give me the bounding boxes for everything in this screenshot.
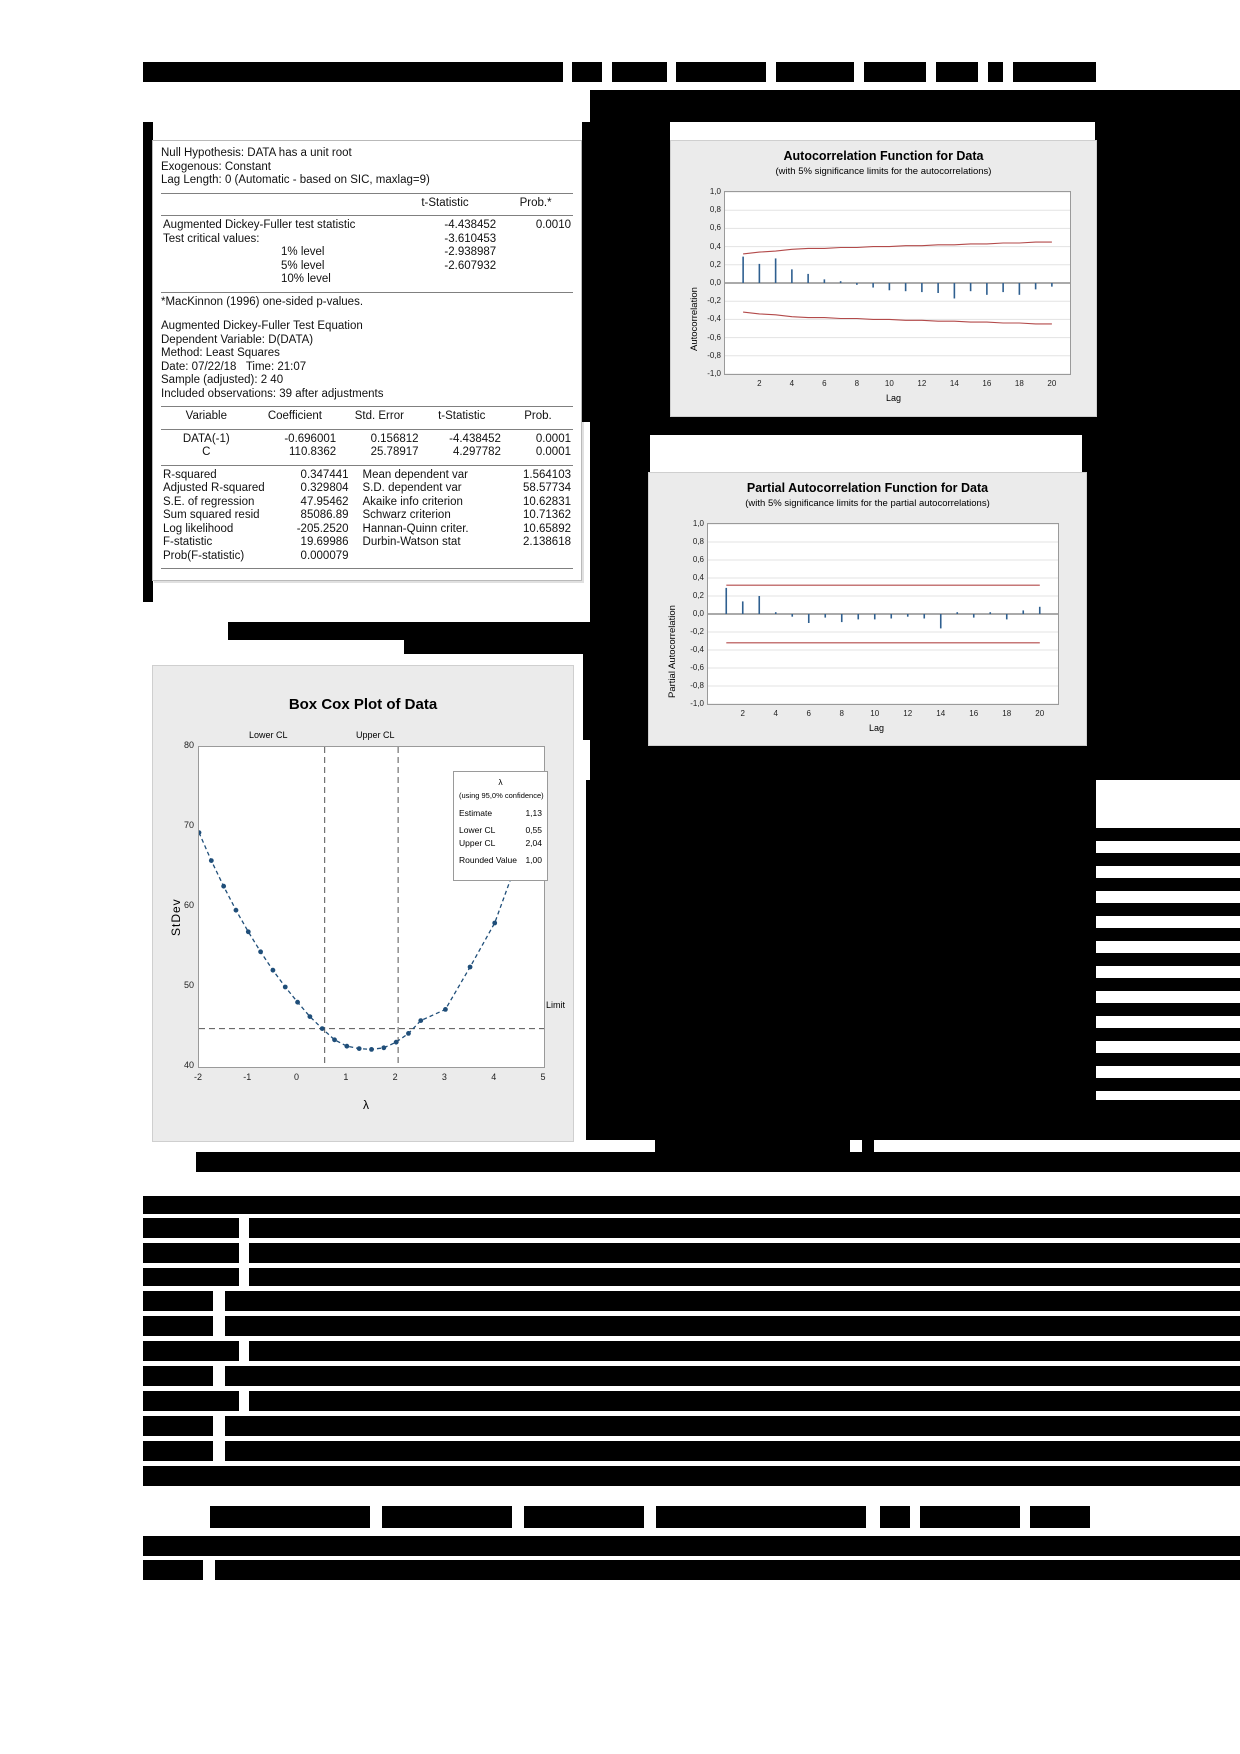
y-tick-label: 0,8 (692, 537, 704, 546)
stat-value-0: 0.347441 (300, 468, 349, 481)
pacf-x-axis-label: Lag (869, 723, 885, 733)
adf-footnote: *MacKinnon (1996) one-sided p-values. (161, 295, 364, 308)
table-row (161, 433, 573, 447)
y-tick-label: -1,0 (707, 369, 721, 378)
adf-dependent-variable: Dependent Variable: D(DATA) (161, 333, 314, 346)
x-tick-label: 6 (822, 379, 827, 388)
table-row (161, 197, 573, 211)
adf-sample: Sample (adjusted): 2 40 (161, 374, 284, 386)
stat-label-2: S.E. of regression (163, 495, 255, 508)
y-tick-label: 40 (183, 1060, 194, 1070)
y-tick-label: 70 (183, 820, 194, 830)
redacted-text-line (143, 1196, 1240, 1214)
acf-subtitle: (with 5% significance limits for the autocorrelations) (775, 166, 992, 177)
boxcox-upper-cl-label: Upper CL (356, 730, 395, 740)
table-row (161, 509, 573, 523)
stat-label-r-2: Akaike info criterion (362, 495, 463, 508)
y-tick-label: 1,0 (709, 187, 721, 196)
y-tick-label: 0,6 (692, 555, 704, 564)
y-tick-label: -0,6 (690, 663, 704, 672)
stat-label-r-0: Mean dependent var (362, 468, 469, 481)
stat-value-r-3: 10.71362 (523, 509, 571, 521)
y-tick-label: 0,2 (692, 591, 704, 600)
y-tick-label: -0,6 (707, 332, 721, 342)
table-row (161, 523, 573, 537)
x-tick-label: 10 (884, 379, 894, 388)
stat-label-r-1: S.D. dependent var (362, 482, 462, 494)
redacted-region (586, 780, 1096, 1135)
table-row (161, 260, 573, 274)
stat-value-r-1: 58.57734 (523, 482, 571, 494)
col-header-t-statistic: t-Statistic (438, 410, 486, 422)
redacted-text-line (249, 1268, 1240, 1286)
adf-critical-5pct-value: -2.938987 (444, 246, 497, 258)
y-tick-label: 60 (183, 900, 194, 910)
col-header-std-error: Std. Error (354, 410, 404, 422)
y-tick-label: 0,0 (692, 609, 704, 618)
var-prob-0: 0.0001 (535, 432, 571, 445)
adf-lag-length: Lag Length: 0 (Automatic - based on SIC, maxlag=9) (161, 174, 430, 186)
redacted-text-line (1096, 903, 1240, 916)
legend-row-upper (459, 837, 542, 850)
redacted-region (582, 122, 592, 422)
redacted-region (590, 122, 670, 420)
coefficient-table (161, 410, 573, 424)
y-tick-label: 0,4 (709, 241, 721, 251)
stat-value-r-6 (499, 550, 573, 564)
adf-stat-label: Augmented Dickey-Fuller test statistic (163, 219, 356, 231)
adf-test-table (152, 140, 582, 581)
var-t-0: -4.438452 (449, 432, 501, 445)
redacted-region (583, 640, 653, 740)
legend-header: λ (498, 777, 503, 787)
table-row (161, 273, 573, 287)
legend-value-upper: 2,04 (525, 838, 542, 848)
stat-label-5: F-statistic (163, 536, 213, 548)
redacted-text-line (143, 1560, 203, 1580)
adf-equation-title: Augmented Dickey-Fuller Test Equation (161, 320, 363, 332)
redacted-text-line (1096, 953, 1240, 966)
x-tick-label: 1 (343, 1072, 349, 1082)
redacted-text-line (1096, 1053, 1240, 1066)
adf-critical-label: Test critical values: (163, 232, 260, 245)
y-tick-label: -0,4 (707, 314, 721, 324)
stat-value-r-4: 10.65892 (523, 522, 571, 535)
boxcox-lower-cl-label: Lower CL (249, 730, 288, 740)
col-header-variable: Variable (185, 410, 227, 422)
redacted-text-line (225, 1366, 1240, 1386)
pacf-subtitle: (with 5% significance limits for the partial autocorrelations) (745, 498, 990, 509)
redacted-text-line (1096, 878, 1240, 891)
redacted-caption (655, 1133, 850, 1153)
x-tick-label: 2 (740, 709, 745, 718)
x-tick-label: 6 (806, 709, 811, 718)
var-name-1: C (202, 446, 211, 458)
y-tick-label: 1,0 (692, 519, 704, 528)
legend-label-lower: Lower CL (459, 825, 496, 835)
redacted-heading (1030, 1506, 1090, 1528)
boxcox-x-axis-label: λ (363, 1098, 369, 1112)
redacted-heading (382, 1506, 512, 1528)
redacted-text-line (143, 1466, 1240, 1486)
redacted-region (1082, 420, 1240, 740)
stat-value-2: 47.95462 (300, 495, 349, 508)
pacf-title: Partial Autocorrelation Function for Data (746, 481, 989, 495)
redacted-text-line (249, 1391, 1240, 1411)
redacted-text-line (143, 1416, 213, 1436)
redacted-text-block (864, 62, 926, 82)
y-tick-label: -0,2 (707, 296, 721, 306)
x-tick-label: 12 (917, 379, 927, 388)
x-tick-label: 2 (392, 1072, 398, 1082)
stat-value-3: 85086.89 (300, 509, 349, 521)
redacted-text-block (612, 62, 667, 82)
redacted-region (590, 740, 1240, 780)
stat-label-r-6 (351, 550, 499, 564)
stat-label-6: Prob(F-statistic) (163, 549, 245, 562)
boxcox-title: Box Cox Plot of Data (288, 696, 438, 713)
stat-label-3: Sum squared resid (163, 509, 260, 521)
table-row (161, 246, 573, 260)
y-tick-label: -1,0 (690, 699, 704, 708)
y-tick-label: -0,8 (690, 681, 704, 690)
x-tick-label: 18 (1014, 379, 1024, 388)
adf-critical-1pct-value: -3.610453 (444, 232, 497, 245)
boxcox-chart-panel (152, 665, 574, 1142)
stat-value-r-5: 2.138618 (523, 536, 571, 548)
adf-values-table (161, 219, 573, 287)
redacted-caption (862, 1133, 874, 1153)
x-tick-label: 16 (969, 709, 979, 718)
boxcox-limit-label: Limit (546, 1000, 566, 1010)
adf-null-hypothesis: Null Hypothesis: DATA has a unit root (161, 147, 352, 159)
legend-label-estimate: Estimate (459, 808, 493, 818)
pacf-chart-panel (648, 472, 1087, 746)
redacted-text-line (143, 1391, 239, 1411)
redacted-text-block (228, 622, 628, 640)
y-tick-label: -0,4 (690, 645, 704, 654)
redacted-text-block (776, 62, 854, 82)
var-coef-1: 110.8362 (289, 446, 337, 458)
x-tick-label: 20 (1035, 709, 1045, 718)
var-coef-0: -0.696001 (284, 432, 337, 445)
redacted-heading (524, 1506, 644, 1528)
stat-value-1: 0.329804 (300, 482, 349, 494)
y-tick-label: -0,2 (690, 627, 704, 636)
y-tick-label: -0,8 (707, 350, 721, 360)
x-tick-label: 16 (982, 379, 992, 388)
boxcox-y-axis-label: StDev (169, 898, 183, 936)
redacted-text-line (225, 1291, 1240, 1311)
legend-row-estimate (459, 807, 542, 820)
redacted-heading (880, 1506, 910, 1528)
redacted-text-line (143, 1291, 213, 1311)
redacted-text-line (143, 1268, 239, 1286)
col-header-prob: Prob. (524, 410, 552, 422)
x-tick-label: 2 (757, 379, 762, 388)
stat-value-r-0: 1.564103 (523, 468, 571, 481)
pacf-y-axis-label: Partial Autocorrelation (667, 605, 678, 698)
var-prob-1: 0.0001 (535, 446, 571, 458)
pacf-plot-area (707, 523, 1059, 705)
y-tick-label: 0,8 (709, 205, 721, 215)
adf-stat-table (161, 197, 573, 211)
adf-critical-10pct-level: 10% level (281, 273, 331, 285)
table-row (161, 219, 573, 233)
coefficient-values (161, 433, 573, 460)
legend-row-rounded (459, 854, 542, 867)
redacted-text-line (1096, 1003, 1240, 1016)
redacted-text-line (249, 1218, 1240, 1238)
redacted-text-line (143, 1441, 213, 1461)
var-se-0: 0.156812 (370, 432, 419, 445)
y-tick-label: 80 (183, 740, 194, 750)
adf-critical-5pct-level: 5% level (281, 259, 325, 272)
pacf-plot-svg (708, 524, 1058, 704)
redacted-text-line (196, 1152, 1240, 1172)
legend-label-upper: Upper CL (459, 838, 496, 848)
y-tick-label: 0,6 (709, 223, 721, 233)
redacted-region (1095, 122, 1240, 420)
table-row (161, 446, 573, 460)
adf-critical-1pct-level: 1% level (281, 246, 325, 258)
redacted-text-line (1096, 828, 1240, 841)
redacted-text-line (215, 1560, 1240, 1580)
x-tick-label: -2 (193, 1072, 202, 1082)
acf-chart-panel (670, 140, 1097, 417)
acf-plot-svg (725, 192, 1070, 374)
x-tick-label: 4 (773, 709, 778, 718)
redacted-text-line (1096, 853, 1240, 866)
redacted-text-block (988, 62, 1003, 82)
redacted-text-line (1096, 928, 1240, 941)
legend-row-lower (459, 824, 542, 837)
stat-label-0: R-squared (163, 468, 217, 481)
redacted-text-line (143, 1341, 239, 1361)
adf-exogenous: Exogenous: Constant (161, 160, 271, 173)
redacted-text-block (143, 62, 563, 82)
table-row (161, 233, 573, 247)
table-row (161, 469, 573, 483)
redacted-text-line (143, 1218, 239, 1238)
acf-x-axis-label: Lag (886, 393, 902, 403)
adf-critical-10pct-value: -2.607932 (444, 259, 497, 272)
col-header-tstat: t-Statistic (421, 196, 469, 209)
var-t-1: 4.297782 (452, 446, 501, 458)
legend-value-lower: 0,55 (525, 825, 542, 835)
adf-date-time: Date: 07/22/18 Time: 21:07 (161, 360, 307, 373)
x-tick-label: 14 (949, 379, 959, 388)
redacted-text-block (572, 62, 602, 82)
redacted-text-line (225, 1416, 1240, 1436)
acf-title: Autocorrelation Function for Data (783, 149, 984, 163)
redacted-text-block (404, 640, 634, 654)
redacted-text-line (1096, 1028, 1240, 1041)
redacted-text-line (225, 1441, 1240, 1461)
legend-value-rounded: 1,00 (525, 855, 542, 865)
y-tick-label: 0,0 (709, 278, 721, 287)
x-tick-label: 8 (854, 379, 860, 388)
table-row (161, 550, 573, 564)
adf-stat-value: -4.438452 (444, 219, 497, 231)
x-tick-label: 18 (1002, 709, 1012, 718)
x-tick-label: 12 (903, 709, 913, 718)
redacted-heading (920, 1506, 1020, 1528)
y-tick-label: 50 (183, 980, 194, 990)
x-tick-label: -1 (243, 1072, 252, 1082)
x-tick-label: 3 (441, 1072, 447, 1082)
adf-method: Method: Least Squares (161, 347, 280, 359)
redacted-heading (210, 1506, 370, 1528)
acf-y-axis-label: Autocorrelation (689, 287, 700, 351)
redacted-text-line (1096, 978, 1240, 991)
redacted-heading (656, 1506, 866, 1528)
acf-plot-area (724, 191, 1071, 375)
table-row (161, 496, 573, 510)
legend-value-estimate: 1,13 (525, 808, 542, 818)
table-row (161, 482, 573, 496)
redacted-text-line (143, 1316, 213, 1336)
x-tick-label: 4 (491, 1072, 497, 1082)
redacted-text-line (143, 1243, 239, 1263)
x-tick-label: 0 (294, 1072, 300, 1082)
redacted-text-line (1096, 1078, 1240, 1091)
y-tick-label: 0,4 (692, 573, 704, 582)
redacted-text-line (143, 1536, 1240, 1556)
redacted-text-block (676, 62, 766, 82)
col-header-prob: Prob.* (519, 196, 552, 209)
stat-label-r-4: Hannan-Quinn criter. (362, 522, 469, 535)
legend-confidence: (using 95,0% confidence) (459, 791, 544, 800)
x-tick-label: 8 (839, 709, 844, 718)
x-tick-label: 20 (1047, 379, 1057, 388)
boxcox-legend (453, 771, 548, 881)
adf-included-observations: Included observations: 39 after adjustments (161, 387, 384, 400)
stat-value-r-2: 10.62831 (523, 495, 571, 508)
stat-label-r-5: Durbin-Watson stat (362, 536, 461, 548)
table-row (161, 536, 573, 550)
stat-label-r-3: Schwarz criterion (362, 509, 451, 521)
col-header-coefficient: Coefficient (267, 410, 322, 422)
x-tick-label: 14 (936, 709, 946, 718)
x-tick-label: 5 (540, 1072, 546, 1082)
redacted-text-line (225, 1316, 1240, 1336)
x-tick-label: 4 (789, 379, 795, 388)
stat-value-6: 0.000079 (300, 549, 349, 562)
stat-value-5: 19.69986 (300, 536, 349, 548)
redacted-text-line (249, 1341, 1240, 1361)
redacted-region (590, 90, 1240, 122)
legend-label-rounded: Rounded Value (459, 855, 517, 865)
redacted-text-line (249, 1243, 1240, 1263)
stat-value-4: -205.2520 (296, 522, 349, 535)
table-row (161, 410, 573, 424)
adf-stat-prob: 0.0010 (535, 219, 571, 231)
stat-label-4: Log likelihood (163, 522, 234, 535)
redacted-text-block (1013, 62, 1096, 82)
var-name-0: DATA(-1) (182, 432, 230, 445)
regression-stats-table (161, 469, 573, 564)
x-tick-label: 10 (870, 709, 880, 718)
y-tick-label: 0,2 (709, 259, 721, 269)
redacted-text-block (936, 62, 978, 82)
var-se-1: 25.78917 (370, 446, 419, 458)
stat-label-1: Adjusted R-squared (163, 482, 265, 494)
redacted-text-line (143, 1366, 213, 1386)
